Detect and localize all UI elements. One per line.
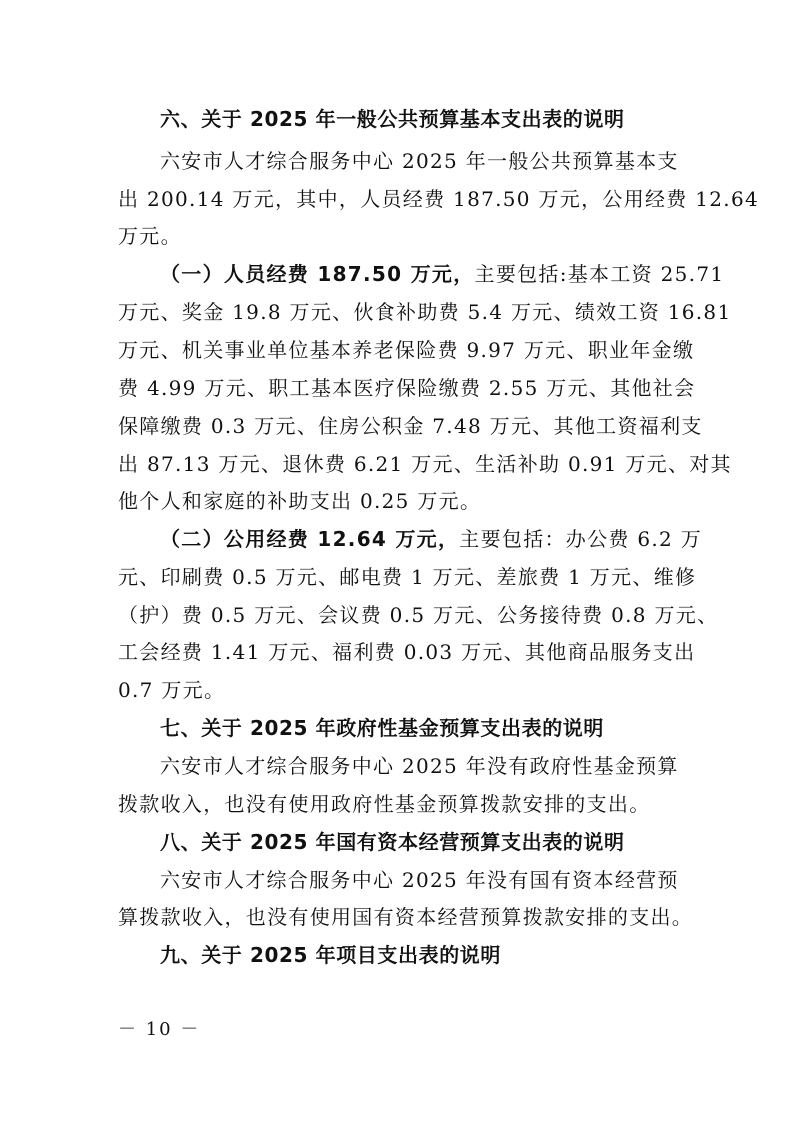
section-7-line: 拨款收入，也没有使用政府性基金预算拨款安排的支出。 <box>118 792 651 816</box>
personnel-paragraph-first-line <box>160 257 725 291</box>
personnel-line: 万元、奖金 19.8 万元、伙食补助费 5.4 万元、绩效工资 16.81 <box>118 300 732 324</box>
section-6-title: 六、关于 2025 年一般公共预算基本支出表的说明 <box>160 107 625 131</box>
personnel-line: 费 4.99 万元、职工基本医疗保险缴费 2.55 万元、其他社会 <box>118 376 696 400</box>
personnel-line: 万元、机关事业单位基本养老保险费 9.97 万元、职业年金缴 <box>118 338 695 362</box>
page-number: － 10 － <box>118 1019 201 1040</box>
public-text: 主要包括：办公费 6.2 万 <box>459 527 703 551</box>
personnel-line: 他个人和家庭的补助支出 0.25 万元。 <box>118 489 482 513</box>
personnel-heading: （一）人员经费 187.50 万元， <box>160 262 475 286</box>
personnel-line: 保障缴费 0.3 万元、住房公积金 7.48 万元、其他工资福利支 <box>118 414 703 438</box>
section-8-line: 算拨款收入，也没有使用国有资本经营预算拨款安排的支出。 <box>118 905 694 929</box>
public-line: 元、印刷费 0.5 万元、邮电费 1 万元、差旅费 1 万元、维修 <box>118 565 697 589</box>
section-7-line: 六安市人才综合服务中心 2025 年没有政府性基金预算 <box>160 754 679 778</box>
section-8-line: 六安市人才综合服务中心 2025 年没有国有资本经营预 <box>160 868 679 892</box>
personnel-line: 出 87.13 万元、退休费 6.21 万元、生活补助 0.91 万元、对其 <box>118 452 732 476</box>
section-8-title: 八、关于 2025 年国有资本经营预算支出表的说明 <box>160 830 625 854</box>
personnel-text: 主要包括:基本工资 25.71 <box>474 262 725 286</box>
public-paragraph-first-line <box>160 522 703 556</box>
public-line: 工会经费 1.41 万元、福利费 0.03 万元、其他商品服务支出 <box>118 640 696 664</box>
public-line: 0.7 万元。 <box>118 678 226 702</box>
section-7-title: 七、关于 2025 年政府性基金预算支出表的说明 <box>160 716 604 740</box>
section-6-intro-line: 万元。 <box>118 224 182 248</box>
public-heading: （二）公用经费 12.64 万元， <box>160 527 460 551</box>
public-line: （护）费 0.5 万元、会议费 0.5 万元、公务接待费 0.8 万元、 <box>118 603 719 627</box>
section-9-title: 九、关于 2025 年项目支出表的说明 <box>160 943 501 967</box>
section-6-intro-line: 出 200.14 万元，其中，人员经费 187.50 万元，公用经费 12.64 <box>118 187 760 211</box>
section-6-intro-line: 六安市人才综合服务中心 2025 年一般公共预算基本支 <box>160 149 679 173</box>
